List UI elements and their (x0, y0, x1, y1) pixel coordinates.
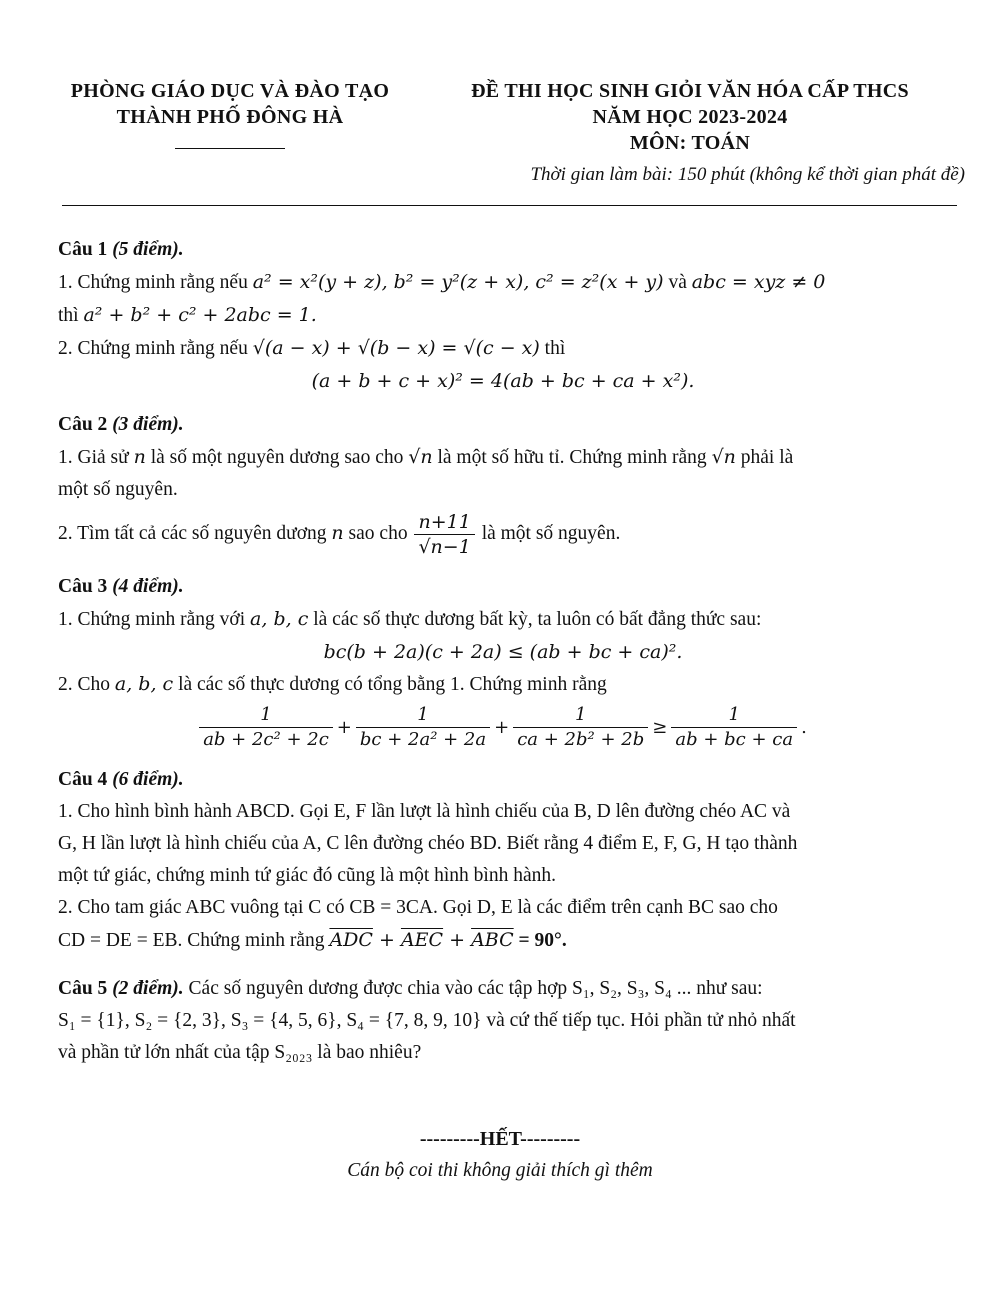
question-5-points: (2 điểm). (112, 978, 184, 999)
question-1-title: Câu 1 (58, 239, 108, 260)
question-4-heading (58, 764, 948, 796)
question-4-points: (6 điểm). (112, 769, 184, 790)
question-3-inequality-2: $\frac{1}{\text{ab + 2c² + 2c}}$ + $\frac{1}{\text{bc + 2a² + 2a}}$ + $\frac{1}{\text{ca + 2b² + 2b}}$ ≥ $\frac{1}{ab + bc + ca}$ . (58, 703, 948, 752)
fraction-3: $\frac{1}{\text{ca + 2b² + 2b}}$ (513, 703, 648, 752)
question-2-points: (3 điểm). (112, 414, 184, 435)
question-5-line-2: S₁ = {1}, S₂ = {2, 3}, S₃ = {4, 5, 6}, S₄ = {7, 8, 9, 10} và cứ thế tiếp tục. Hỏi phần tử nhỏ nhất (58, 1010, 796, 1031)
department-name: PHÒNG GIÁO DỤC VÀ ĐÀO TẠO (70, 80, 390, 102)
question-1-points: (5 điểm). (112, 239, 184, 260)
fraction-1: $\frac{1}{\text{ab + 2c² + 2c}}$ (199, 703, 333, 752)
question-5-title: Câu 5 (58, 978, 108, 999)
angle-adc: $\overline{ADC}$ (329, 929, 373, 951)
time-limit: Thời gian làm bài: 150 phút (không kể thời gian phát đề) (530, 164, 965, 185)
end-mark: ---------HẾT--------- (419, 1128, 581, 1150)
footer-note: Cán bộ coi thi không giải thích gì thêm (347, 1160, 653, 1181)
question-2-heading (58, 409, 948, 441)
question-4-part-2-line-2: CD = DE = EB. Chứng minh rằng $\overline{ADC} + \overline{AEC} + \overline{ABC} = 90^\circ$. (58, 929, 567, 951)
angle-abc: $\overline{ABC}$ (471, 929, 514, 951)
question-3-title: Câu 3 (58, 576, 108, 597)
question-5-line-1: Câu 5 (2 điểm). Các số nguyên dương được chia vào các tập hợp S₁, S₂, S₃, S₄ ... như sau: (58, 978, 763, 999)
header-left (40, 78, 420, 156)
question-3-part-2: 2. Cho a, b, c là các số thực dương có tổng bằng 1. Chứng minh rằng (58, 673, 607, 695)
question-4-part-2-line-1: 2. Cho tam giác ABC vuông tại C có CB = 3CA. Gọi D, E là các điểm trên cạnh BC sao cho (58, 897, 778, 918)
angle-aec: $\overline{AEC}$ (400, 929, 444, 951)
fraction-4: $\frac{1}{ab + bc + ca}$ (671, 703, 797, 752)
question-1-part-1-cont: thì a² + b² + c² + 2abc = 1. (58, 304, 317, 326)
question-1-part-2: 2. Chứng minh rằng nếu √(a − x) + √(b − x) = √(c − x) thì (58, 337, 566, 359)
question-2-part-1-cont: một số nguyên. (58, 479, 178, 500)
question-1-part-2-result: (a + b + c + x)² = 4(ab + bc + ca + x²). (311, 370, 695, 392)
header-divider (62, 205, 957, 206)
exam-body (58, 234, 948, 1069)
header-right (430, 78, 950, 156)
city-name: THÀNH PHỐ ĐÔNG HÀ (116, 106, 344, 128)
question-4-part-1-line-1: 1. Cho hình bình hành ABCD. Gọi E, F lần lượt là hình chiếu của B, D lên đường chéo AC và (58, 801, 791, 822)
question-2-part-1: 1. Giả sử n là số một nguyên dương sao cho √n là một số hữu tỉ. Chứng minh rằng √n phải là (58, 446, 794, 468)
question-1-heading (58, 234, 948, 266)
question-3-part-1: 1. Chứng minh rằng với a, b, c là các số thực dương bất kỳ, ta luôn có bất đẳng thức sau: (58, 608, 762, 630)
question-5-line-3: và phần tử lớn nhất của tập S₂₀₂₃ là bao nhiêu? (58, 1042, 422, 1063)
question-3-heading (58, 571, 948, 603)
question-4-part-1-line-2: G, H lần lượt là hình chiếu của A, C lên đường chéo BD. Biết rằng 4 điểm E, F, G, H tạo thành (58, 833, 798, 854)
question-2-part-2: 2. Tìm tất cả các số nguyên dương n sao cho $\frac{n+11}{√n-1}$ là một số nguyên. (58, 511, 621, 558)
school-year: NĂM HỌC 2023-2024 (592, 106, 788, 128)
subject: MÔN: TOÁN (629, 132, 751, 154)
fraction-2: $\frac{1}{\text{bc + 2a² + 2a}}$ (356, 703, 490, 752)
question-4-title: Câu 4 (58, 769, 108, 790)
question-1-part-1: 1. Chứng minh rằng nếu a² = x²(y + z), b² = y²(z + x), c² = z²(x + y) và abc = xyz ≠ 0 (58, 271, 826, 293)
question-2-title: Câu 2 (58, 414, 108, 435)
question-3-inequality-1: bc(b + 2a)(c + 2a) ≤ (ab + bc + ca)². (323, 641, 683, 663)
question-4-part-1-line-3: một tứ giác, chứng minh tứ giác đó cũng là một hình bình hành. (58, 865, 557, 886)
fraction-n-plus-11: $\frac{n+11}{√n-1}$ (414, 510, 474, 559)
header-underline (175, 148, 285, 149)
exam-title: ĐỀ THI HỌC SINH GIỎI VĂN HÓA CẤP THCS (471, 80, 909, 102)
question-3-points: (4 điểm). (112, 576, 184, 597)
